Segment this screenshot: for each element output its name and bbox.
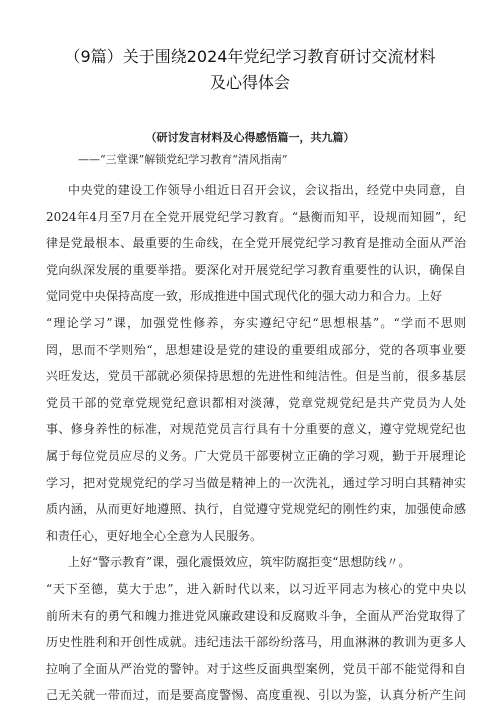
body-text-line: “天下至德，莫大于忠”，进入新时代以来，以习近平同志为核心的党中央以 xyxy=(46,581,466,596)
document-title-line-1: （9篇）关于围绕2024年党纪学习教育研讨交流材料 xyxy=(64,47,436,66)
body-text-line: 上好“警示教育”课，强化震慑效应，筑牢防腐拒变“思想防线〃。 xyxy=(68,555,411,570)
body-text-line: 历史性胜利和开创性成就。违纪违法干部纷纷落马，用血淋淋的教训为更多人 xyxy=(46,635,466,650)
body-text-line: 罔，思而不学则殆“，思想建设是党的建设的重要组成部分，党的各项事业要 xyxy=(46,342,466,357)
body-text-line: 和责任心，更好地全心全意为人民服务。 xyxy=(46,528,263,543)
body-text-line: 拉响了全面从严治党的警钟。对于这些反面典型案例，党员干部不能觉得和自 xyxy=(46,661,466,676)
body-text-line: 党员干部的党章党规党纪意识都相对淡薄，党章党规党纪是共产党员为人处 xyxy=(46,395,466,410)
body-text-line: 中央党的建设工作领导小组近日召开会议，会议指出，经党中央同意，自 xyxy=(68,183,466,197)
body-text-line: 己无关就一带而过，而是要高度警惕、高度重视、引以为鉴，认真分析产生问 xyxy=(46,688,466,703)
document-title-line-2: 及心得体会 xyxy=(209,73,290,92)
body-text-line: 属于每位党员应尽的义务。广大党员干部要树立正确的学习观，勤于开展理论 xyxy=(46,448,466,463)
body-text-line: 律是党最根本、最重要的生命线，在全党开展党纪学习教育是推动全面从严治 xyxy=(46,236,466,251)
body-text-line: 事、修身养性的标准，对规范党员言行具有十分重要的意义，遵守党规党纪也 xyxy=(46,422,466,437)
body-text-line: 2024年4月至7月在全党开展党纪学习教育。“悬衡而知平，设规而知圆”，纪 xyxy=(46,209,466,224)
document-subtitle: （研讨发言材料及心得感悟篇一，共九篇） xyxy=(145,131,355,144)
document-body xyxy=(46,177,466,709)
body-text-line: 党向纵深发展的重要举措。要深化对开展党纪学习教育重要性的认识，确保自 xyxy=(46,262,466,277)
body-text-line: 觉同党中央保持高度一致，形成推进中国式现代化的强大动力和合力。上好 xyxy=(46,289,443,304)
body-text-line: 兴旺发达，党员干部就必须保持思想的先进性和纯洁性。但是当前，很多基层 xyxy=(46,369,466,384)
body-text-line: 前所未有的勇气和魄力推进党风廉政建设和反腐败斗争，全面从严治党取得了 xyxy=(46,608,466,623)
body-text-line: 学习，把对党规党纪的学习当做是精神上的一次洗礼，通过学习明白其精神实 xyxy=(46,475,466,490)
body-text-line: “理论学习”课，加强党性修养，夯实遵纪守纪“思想根基”。“学而不思则 xyxy=(46,315,466,330)
document-tagline: ——“三堂课”解锁党纪学习教育“清风指南” xyxy=(78,153,288,166)
body-text-line: 质内涵，从而更好地遵照、执行，自觉遵守党规党纪的刚性约束，加强使命感 xyxy=(46,502,466,517)
